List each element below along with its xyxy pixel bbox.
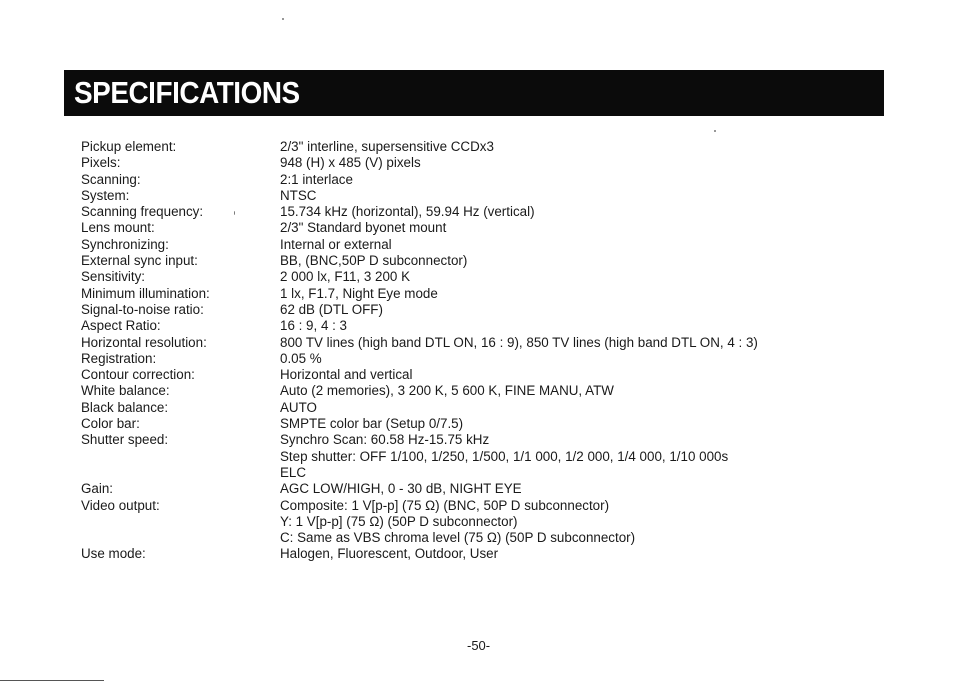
- scan-speck: [714, 130, 716, 132]
- spec-label: [81, 514, 280, 530]
- spec-value: SMPTE color bar (Setup 0/7.5): [280, 416, 464, 432]
- spec-label: Use mode:: [81, 546, 146, 562]
- spec-label: Color bar:: [81, 416, 140, 432]
- spec-label: [81, 465, 280, 481]
- spec-value: Halogen, Fluorescent, Outdoor, User: [280, 546, 499, 562]
- spec-value: Step shutter: OFF 1/100, 1/250, 1/500, 1/1 000, 1/2 000, 1/4 000, 1/10 000s: [280, 448, 729, 464]
- spec-value: Y: 1 V[p-p] (75 Ω) (50P D subconnector): [280, 513, 518, 529]
- spec-value: NTSC: [280, 187, 317, 203]
- spec-label: Shutter speed:: [81, 432, 169, 448]
- scan-speck: [282, 18, 284, 20]
- spec-row: [81, 432, 758, 448]
- spec-value: Auto (2 memories), 3 200 K, 5 600 K, FINE MANU, ATW: [280, 383, 614, 399]
- spec-label: [81, 449, 280, 465]
- spec-value: AGC LOW/HIGH, 0 - 30 dB, NIGHT EYE: [280, 481, 522, 497]
- spec-value: BB, (BNC,50P D subconnector): [280, 253, 468, 269]
- spec-row: [81, 481, 758, 497]
- spec-label: Video output:: [81, 497, 160, 513]
- spec-row: [81, 286, 758, 302]
- spec-label: Sensitivity:: [81, 269, 145, 285]
- spec-value: Synchro Scan: 60.58 Hz-15.75 kHz: [280, 432, 490, 448]
- spec-row: [81, 546, 758, 562]
- spec-label: White balance:: [81, 383, 170, 399]
- spec-row: [81, 530, 758, 546]
- spec-row: [81, 139, 758, 155]
- spec-label: Black balance:: [81, 399, 169, 415]
- spec-value: 948 (H) x 485 (V) pixels: [280, 155, 421, 171]
- section-banner: [64, 70, 884, 116]
- spec-value: AUTO: [280, 399, 317, 415]
- spec-row: [81, 318, 758, 334]
- spec-row: [81, 383, 758, 399]
- spec-label: Aspect Ratio:: [81, 318, 161, 334]
- page-number: -50-: [467, 638, 491, 653]
- spec-row: [81, 514, 758, 530]
- spec-row: [81, 220, 758, 236]
- spec-label: Scanning frequency:: [81, 204, 204, 220]
- spec-value: ELC: [280, 464, 307, 480]
- spec-row: [81, 269, 758, 285]
- spec-row: [81, 204, 758, 220]
- spec-label: Contour correction:: [81, 367, 195, 383]
- spec-row: [81, 172, 758, 188]
- spec-value: 2/3" Standard byonet mount: [280, 220, 447, 236]
- spec-row: [81, 237, 758, 253]
- spec-label: External sync input:: [81, 253, 198, 269]
- spec-label: Pixels:: [81, 155, 121, 171]
- spec-value: 2 000 lx, F11, 3 200 K: [280, 269, 411, 285]
- spec-label: Lens mount:: [81, 220, 155, 236]
- spec-row: [81, 351, 758, 367]
- spec-label: [81, 530, 280, 546]
- spec-label: Scanning:: [81, 171, 141, 187]
- spec-row: [81, 498, 758, 514]
- spec-value: 16 : 9, 4 : 3: [280, 318, 347, 334]
- page-title: SPECIFICATIONS: [74, 75, 300, 110]
- spec-value: Horizontal and vertical: [280, 367, 413, 383]
- spec-value: 800 TV lines (high band DTL ON, 16 : 9), 850 TV lines (high band DTL ON, 4 : 3): [280, 334, 758, 350]
- spec-value: Internal or external: [280, 236, 392, 252]
- spec-value: Composite: 1 V[p-p] (75 Ω) (BNC, 50P D subconnector): [280, 497, 610, 513]
- spec-label: Minimum illumination:: [81, 285, 210, 301]
- spec-row: [81, 302, 758, 318]
- spec-label: Signal-to-noise ratio:: [81, 301, 204, 317]
- spec-value: 1 lx, F1.7, Night Eye mode: [280, 285, 438, 301]
- spec-value: C: Same as VBS chroma level (75 Ω) (50P D subconnector): [280, 530, 636, 546]
- spec-value: 62 dB (DTL OFF): [280, 301, 383, 317]
- spec-row: [81, 155, 758, 171]
- spec-row: [81, 465, 758, 481]
- spec-label: Pickup element:: [81, 139, 177, 154]
- spec-row: [81, 367, 758, 383]
- spec-label: System:: [81, 187, 130, 203]
- bottom-rule: [0, 680, 104, 681]
- spec-label: Registration:: [81, 350, 157, 366]
- spec-label: Horizontal resolution:: [81, 334, 207, 350]
- spec-value: 2/3" interline, supersensitive CCDx3: [280, 139, 494, 154]
- spec-label: Synchronizing:: [81, 236, 169, 252]
- spec-row: [81, 449, 758, 465]
- spec-row: [81, 335, 758, 351]
- scan-speck: [234, 211, 235, 215]
- spec-row: [81, 416, 758, 432]
- spec-table: [81, 139, 758, 563]
- spec-row: [81, 188, 758, 204]
- spec-row: [81, 400, 758, 416]
- spec-value: 15.734 kHz (horizontal), 59.94 Hz (vertical): [280, 204, 535, 220]
- spec-value: 2:1 interlace: [280, 171, 353, 187]
- spec-row: [81, 253, 758, 269]
- spec-label: Gain:: [81, 481, 114, 497]
- spec-value: 0.05 %: [280, 350, 322, 366]
